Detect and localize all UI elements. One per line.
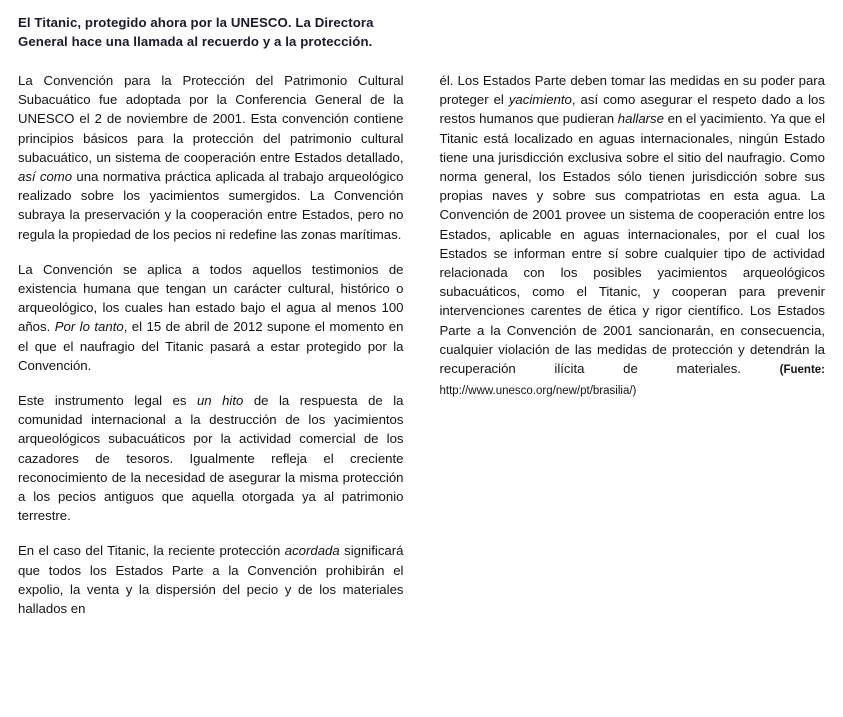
source-label: (Fuente: <box>779 364 825 377</box>
paragraph <box>18 391 404 525</box>
text-segment: , así como asegurar el respeto dado a los restos humanos que pudieran <box>439 92 825 127</box>
text-segment: La Convención para la Protección del Patrimonio Cultural Subacuático fue adoptada por la Conferencia General de la UNESCO el 2 de noviembre de 2001. Esta convención contiene principios básicos para la protección del patrimonio cultural subacuático, un sistema de cooperación entre Estados detallado, <box>18 73 404 165</box>
text-segment: significará que todos los Estados Parte a la Convención prohibirán el expolio, la venta y la dispersión del pecio y de los materiales hallados en <box>18 543 404 617</box>
text-segment: La Convención se aplica a todos aquellos testimonios de existencia humana que tengan un carácter cultural, histórico o arqueológico, los cuales han estado bajo el agua al menos 100 años. <box>18 261 404 335</box>
text-segment-italic: acordada <box>284 543 340 559</box>
text-segment: Este instrumento legal es <box>18 393 197 409</box>
text-segment: él. Los Estados Parte deben tomar las medidas en su poder para proteger el <box>439 73 825 108</box>
text-segment-italic: hallarse <box>617 111 664 127</box>
text-segment: una normativa práctica aplicada al trabajo arqueológico realizado sobre los yacimientos sumergidos. La Convención subraya la preservación y la cooperación entre Estados, pero no regula la propiedad de los pecios ni redefine las zonas marítimas. <box>18 169 404 242</box>
two-column-body <box>18 71 825 618</box>
text-segment-italic: Por lo tanto <box>54 319 124 335</box>
text-segment: , el 15 de abril de 2012 supone el momento en el que el naufragio del Titanic pasará a estar protegido por la Convención. <box>18 319 404 373</box>
text-segment: de la respuesta de la comunidad internacional a la destrucción de los yacimientos arqueológicos subacuáticos por la actividad comercial de los cazadores de tesoros. Igualmente refleja el creciente reconocimiento de la necesidad de asegurar la misma protección a los pecios antiguos que aquella otorgada ya al patrimonio terrestre. <box>18 393 404 524</box>
text-segment-italic: un hito <box>196 393 244 409</box>
paragraph <box>18 260 404 375</box>
text-segment: en el yacimiento. Ya que el Titanic está localizado en aguas internacionales, ningún Estado tiene una jurisdicción exclusiva sobre el sitio del naufragio. Como norma general, los Estados sólo tienen jurisdicción sobre sus propias naves y sobre sus compatriotas en esta agua. La Convención de 2001 provee un sistema de cooperación entre los Estados, aplicable en aguas internacionales, por el cual los Estados se informan entre sí sobre cualquier tipo de actividad relacionada con los posibles yacimientos arqueológicos subacuáticos, como el Titanic, y cooperan para prevenir intervenciones carentes de ética y rigor científico. Los Estados Parte a la Convención de 2001 sancionarán, en consecuencia, cualquier violación de las medidas de protección y detendrán la recuperación ilícita de materiales. <box>439 111 825 377</box>
left-column <box>18 71 404 618</box>
source-url-text: http://www.unesco.org/new/pt/brasilia/) <box>439 385 637 398</box>
page-title: El Titanic, protegido ahora por la UNESCO. La Directora General hace una llamada al recuerdo y a la protección. <box>18 15 374 49</box>
text-segment-italic: así como <box>18 169 73 185</box>
paragraph <box>18 541 404 618</box>
paragraph <box>18 71 404 244</box>
paragraph <box>440 71 826 401</box>
text-segment: En el caso del Titanic, la reciente protección <box>18 543 285 559</box>
right-column <box>440 71 826 401</box>
text-segment-italic: yacimiento <box>508 92 572 108</box>
